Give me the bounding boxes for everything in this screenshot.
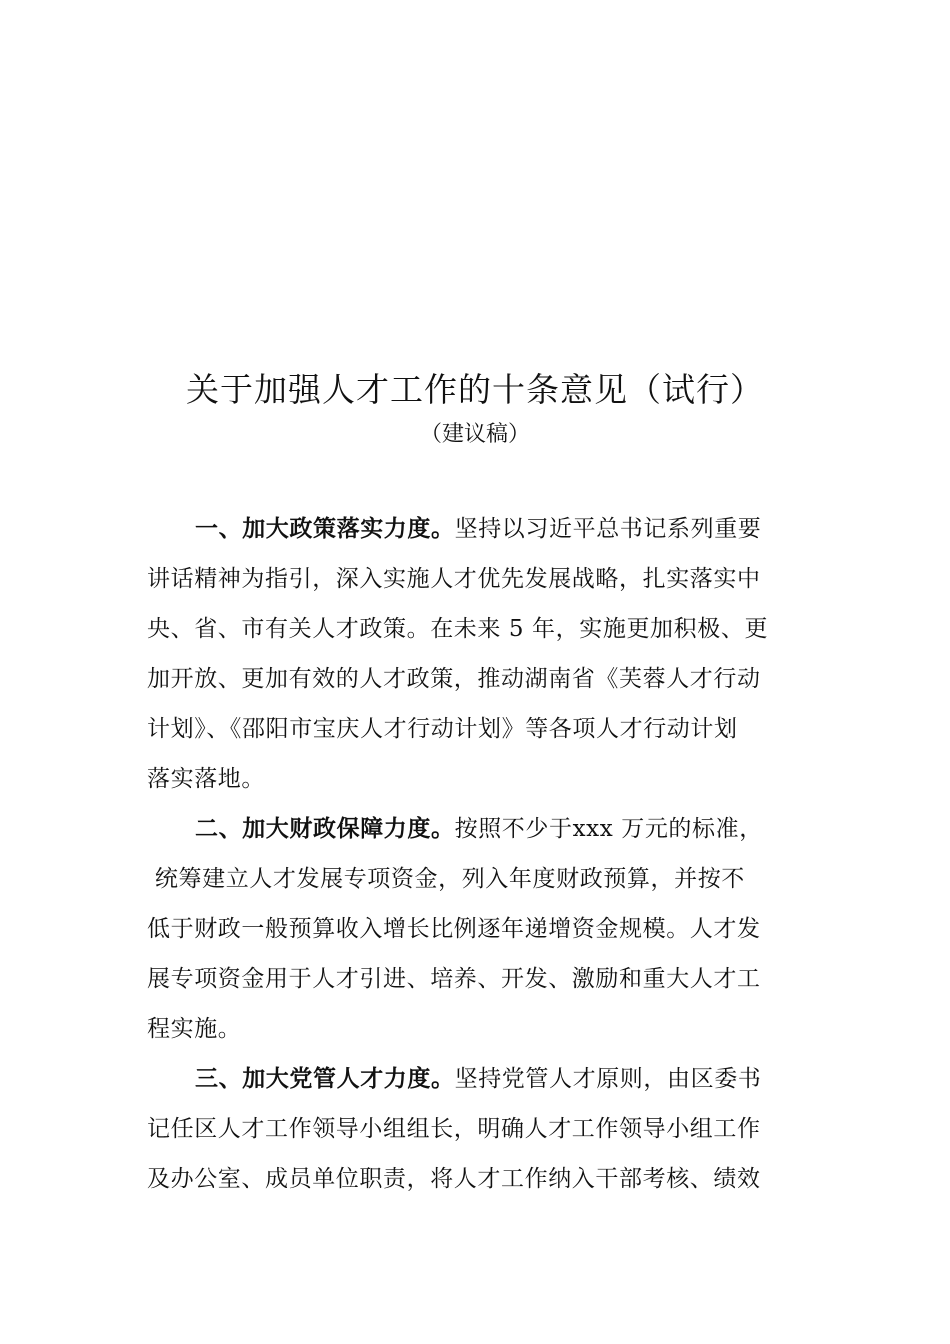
paragraph-text: 按照不少于xxx 万元的标准， (454, 816, 763, 842)
section-3 (147, 1054, 827, 1204)
paragraph-line: 计划》、《邵阳市宝庆人才行动计划》等各项人才行动计划 (147, 716, 738, 742)
document-subtitle: （建议稿） (419, 422, 530, 447)
document-body (147, 504, 827, 1204)
section-2 (147, 804, 827, 1054)
paragraph-line: 记任区人才工作领导小组组长，明确人才工作领导小组工作 (147, 1116, 761, 1142)
section-1 (147, 504, 827, 804)
section-heading: 一、加大政策落实力度。 (195, 516, 455, 542)
section-heading: 三、加大党管人才力度。 (195, 1066, 455, 1092)
section-heading: 二、加大财政保障力度。 (195, 816, 455, 842)
paragraph-line: 展专项资金用于人才引进、培养、开发、激励和重大人才工 (147, 966, 761, 992)
paragraph-line: 央、省、市有关人才政策。在未来 5 年，实施更加积极、更 (147, 616, 769, 642)
paragraph-line: 程实施。 (147, 1016, 242, 1042)
paragraph-text: 坚持以习近平总书记系列重要 (454, 516, 762, 542)
paragraph-line: 及办公室、成员单位职责，将人才工作纳入干部考核、绩效 (147, 1166, 761, 1192)
paragraph-line: 低于财政一般预算收入增长比例逐年递增资金规模。人才发 (147, 916, 761, 942)
paragraph-line: 统筹建立人才发展专项资金，列入年度财政预算，并按不 (147, 866, 745, 892)
paragraph-line: 落实落地。 (147, 766, 265, 792)
paragraph-first-line (147, 804, 827, 854)
paragraph-text: 坚持党管人才原则，由区委书 (454, 1066, 762, 1092)
paragraph-line: 加开放、更加有效的人才政策，推动湖南省《芙蓉人才行动 (147, 666, 761, 692)
paragraph-first-line (147, 504, 827, 554)
document-title: 关于加强人才工作的十条意见（试行） (186, 370, 764, 409)
paragraph-line: 讲话精神为指引，深入实施人才优先发展战略，扎实落实中 (147, 566, 761, 592)
paragraph-first-line (147, 1054, 827, 1104)
